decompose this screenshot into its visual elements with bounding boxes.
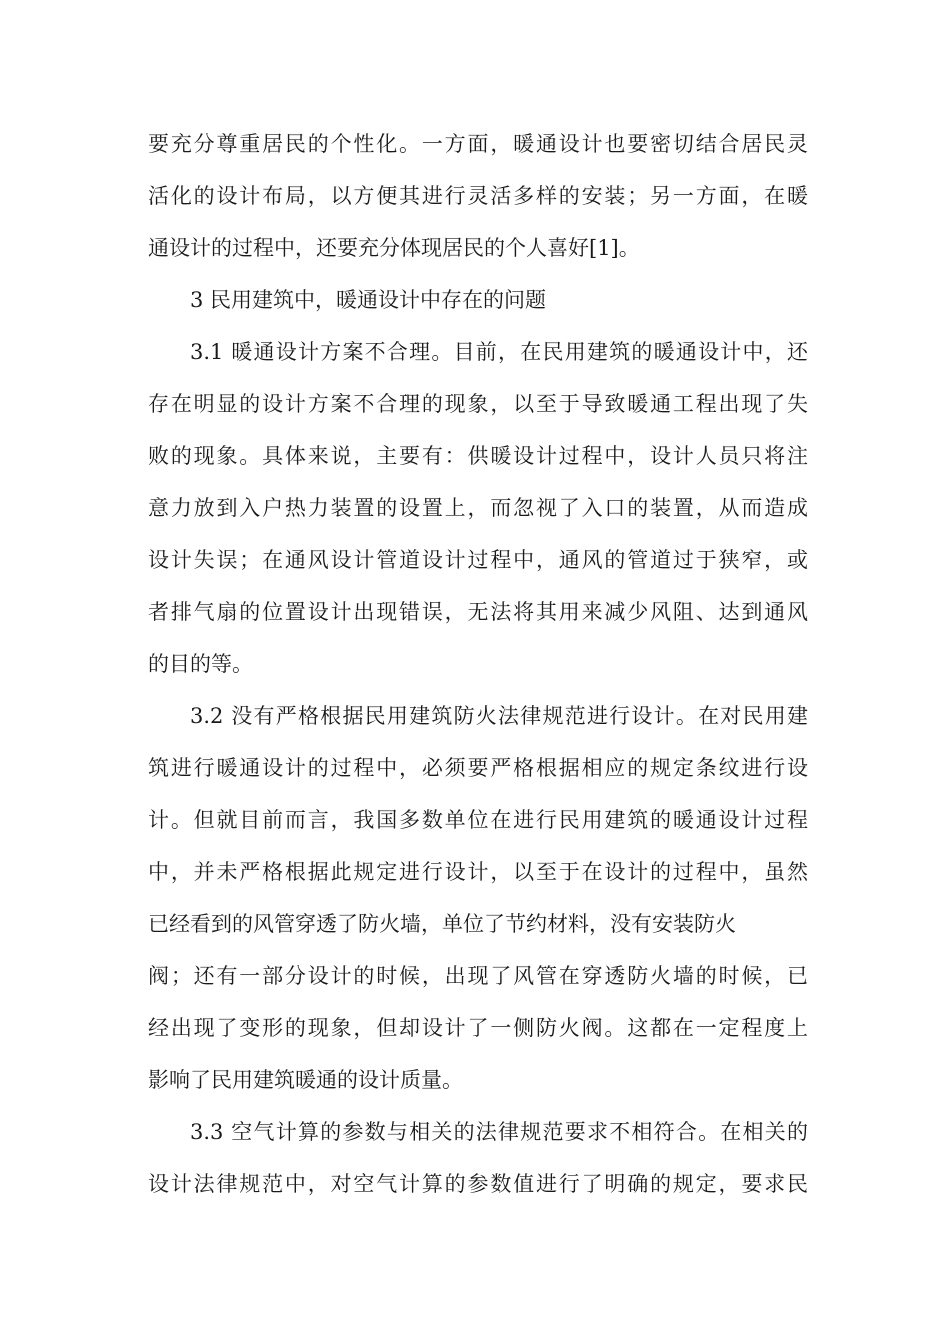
body-text (148, 118, 808, 1210)
text-line: 已经看到的风管穿透了防火墙，单位了节约材料，没有安装防火 (148, 912, 736, 936)
text-line: 经出现了变形的现象，但却设计了一侧防火阀。这都在一定程度上 (148, 1016, 808, 1040)
text-line: 中，并未严格根据此规定进行设计，以至于在设计的过程中，虽然 (148, 860, 808, 884)
text-line: 要充分尊重居民的个性化。一方面，暖通设计也要密切结合居民灵 (148, 132, 808, 156)
text-line: 设计失误；在通风设计管道设计过程中，通风的管道过于狭窄，或 (148, 548, 808, 572)
text-line: 3.1 暖通设计方案不合理。目前，在民用建筑的暖通设计中，还 (190, 340, 808, 364)
text-line: 存在明显的设计方案不合理的现象，以至于导致暖通工程出现了失 (148, 392, 808, 416)
text-line: 设计法律规范中，对空气计算的参数值进行了明确的规定，要求民 (148, 1172, 808, 1196)
text-line: 3.2 没有严格根据民用建筑防火法律规范进行设计。在对民用建 (190, 704, 808, 728)
text-line: 活化的设计布局，以方便其进行灵活多样的安装；另一方面，在暖 (148, 184, 808, 208)
text-line: 3.3 空气计算的参数与相关的法律规范要求不相符合。在相关的 (190, 1120, 808, 1144)
text-line: 通设计的过程中，还要充分体现居民的个人喜好[1]。 (148, 236, 640, 260)
section-heading: 3 民用建筑中，暖通设计中存在的问题 (190, 288, 547, 312)
text-line: 意力放到入户热力装置的设置上，而忽视了入口的装置，从而造成 (148, 496, 808, 520)
text-line: 的目的等。 (148, 652, 253, 676)
text-line: 计。但就目前而言，我国多数单位在进行民用建筑的暖通设计过程 (148, 808, 808, 832)
text-line: 筑进行暖通设计的过程中，必须要严格根据相应的规定条纹进行设 (148, 756, 808, 780)
text-line: 阀；还有一部分设计的时候，出现了风管在穿透防火墙的时候，已 (148, 964, 808, 988)
text-line: 败的现象。具体来说，主要有：供暖设计过程中，设计人员只将注 (148, 444, 808, 468)
text-line: 者排气扇的位置设计出现错误，无法将其用来减少风阻、达到通风 (148, 600, 808, 624)
text-line: 影响了民用建筑暖通的设计质量。 (148, 1068, 463, 1092)
